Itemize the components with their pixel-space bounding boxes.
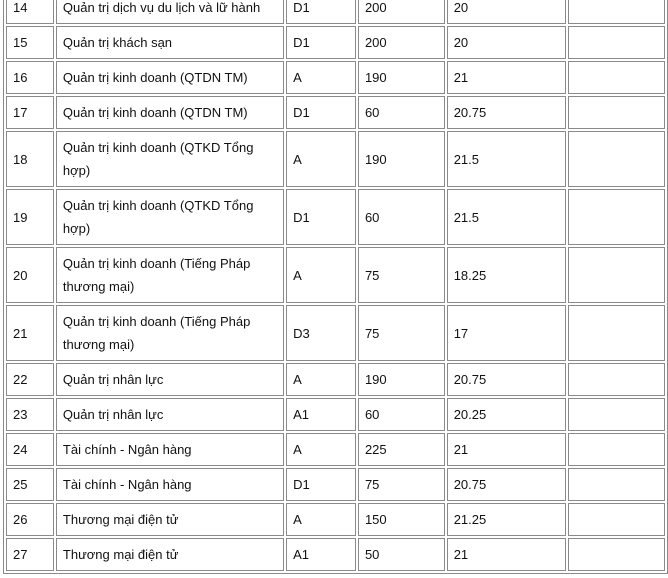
cell-quota: 60 — [358, 189, 445, 245]
cell-note — [568, 503, 665, 536]
cell-stt: 19 — [6, 189, 54, 245]
cell-note — [568, 0, 665, 24]
cell-stt: 25 — [6, 468, 54, 501]
cell-score: 20.75 — [447, 468, 567, 501]
table-row — [6, 247, 665, 303]
cell-major: Thương mại điện tử — [56, 538, 284, 571]
table-row — [6, 398, 665, 431]
cell-score: 18.25 — [447, 247, 567, 303]
table-row — [6, 468, 665, 501]
cell-block: A1 — [286, 398, 356, 431]
cell-major: Quản trị khách sạn — [56, 26, 284, 59]
cell-major: Tài chính - Ngân hàng — [56, 433, 284, 466]
cell-stt: 16 — [6, 61, 54, 94]
cell-score: 20 — [447, 26, 567, 59]
cell-stt: 21 — [6, 305, 54, 361]
cell-stt: 17 — [6, 96, 54, 129]
table-row — [6, 305, 665, 361]
cell-major: Quản trị kinh doanh (QTDN TM) — [56, 61, 284, 94]
cell-quota: 190 — [358, 363, 445, 396]
cell-note — [568, 433, 665, 466]
cell-stt: 15 — [6, 26, 54, 59]
cell-score: 20 — [447, 0, 567, 24]
table-row — [6, 96, 665, 129]
cell-block: D1 — [286, 0, 356, 24]
cell-note — [568, 96, 665, 129]
cell-quota: 225 — [358, 433, 445, 466]
cell-quota: 60 — [358, 96, 445, 129]
cell-note — [568, 468, 665, 501]
table-row — [6, 503, 665, 536]
cell-score: 17 — [447, 305, 567, 361]
cell-score: 20.25 — [447, 398, 567, 431]
cell-stt: 26 — [6, 503, 54, 536]
table-row — [6, 538, 665, 571]
cell-block: D3 — [286, 305, 356, 361]
table-row — [6, 61, 665, 94]
cell-quota: 200 — [358, 26, 445, 59]
table-row — [6, 131, 665, 187]
cell-major: Quản trị kinh doanh (QTKD Tổng hợp) — [56, 189, 284, 245]
cell-score: 21 — [447, 61, 567, 94]
cell-quota: 150 — [358, 503, 445, 536]
cell-score: 21 — [447, 538, 567, 571]
cell-major: Quản trị kinh doanh (Tiếng Pháp thương mại) — [56, 305, 284, 361]
cell-note — [568, 26, 665, 59]
cell-quota: 60 — [358, 398, 445, 431]
cell-quota: 50 — [358, 538, 445, 571]
cell-stt: 22 — [6, 363, 54, 396]
cell-block: D1 — [286, 189, 356, 245]
cell-stt: 27 — [6, 538, 54, 571]
cell-major: Quản trị nhân lực — [56, 398, 284, 431]
cell-block: A — [286, 363, 356, 396]
cell-major: Quản trị kinh doanh (QTKD Tổng hợp) — [56, 131, 284, 187]
cell-stt: 18 — [6, 131, 54, 187]
cell-quota: 200 — [358, 0, 445, 24]
cell-score: 20.75 — [447, 96, 567, 129]
cell-block: A — [286, 503, 356, 536]
cell-quota: 75 — [358, 468, 445, 501]
table-row — [6, 189, 665, 245]
cell-quota: 75 — [358, 247, 445, 303]
cell-note — [568, 398, 665, 431]
cell-stt: 20 — [6, 247, 54, 303]
cell-block: A — [286, 433, 356, 466]
table-body — [6, 0, 665, 571]
cell-major: Quản trị dịch vụ du lịch và lữ hành — [56, 0, 284, 24]
table-row — [6, 26, 665, 59]
cell-block: D1 — [286, 26, 356, 59]
cell-quota: 190 — [358, 61, 445, 94]
cell-block: A — [286, 131, 356, 187]
cell-major: Quản trị nhân lực — [56, 363, 284, 396]
cell-note — [568, 247, 665, 303]
cell-stt: 24 — [6, 433, 54, 466]
cell-major: Thương mại điện tử — [56, 503, 284, 536]
cell-score: 21.5 — [447, 131, 567, 187]
cell-block: A — [286, 247, 356, 303]
cell-stt: 14 — [6, 0, 54, 24]
cell-block: A1 — [286, 538, 356, 571]
cell-quota: 190 — [358, 131, 445, 187]
cell-block: A — [286, 61, 356, 94]
table-row — [6, 363, 665, 396]
cell-stt: 23 — [6, 398, 54, 431]
cell-block: D1 — [286, 468, 356, 501]
cell-note — [568, 131, 665, 187]
cell-score: 21.25 — [447, 503, 567, 536]
cell-score: 21.5 — [447, 189, 567, 245]
cell-note — [568, 61, 665, 94]
table-row — [6, 433, 665, 466]
cell-note — [568, 189, 665, 245]
cell-score: 21 — [447, 433, 567, 466]
admission-score-table — [3, 0, 668, 574]
table-row — [6, 0, 665, 24]
cell-major: Quản trị kinh doanh (QTDN TM) — [56, 96, 284, 129]
cell-note — [568, 538, 665, 571]
cell-quota: 75 — [358, 305, 445, 361]
cell-note — [568, 363, 665, 396]
cell-score: 20.75 — [447, 363, 567, 396]
cell-note — [568, 305, 665, 361]
cell-major: Tài chính - Ngân hàng — [56, 468, 284, 501]
cell-major: Quản trị kinh doanh (Tiếng Pháp thương mại) — [56, 247, 284, 303]
cell-block: D1 — [286, 96, 356, 129]
